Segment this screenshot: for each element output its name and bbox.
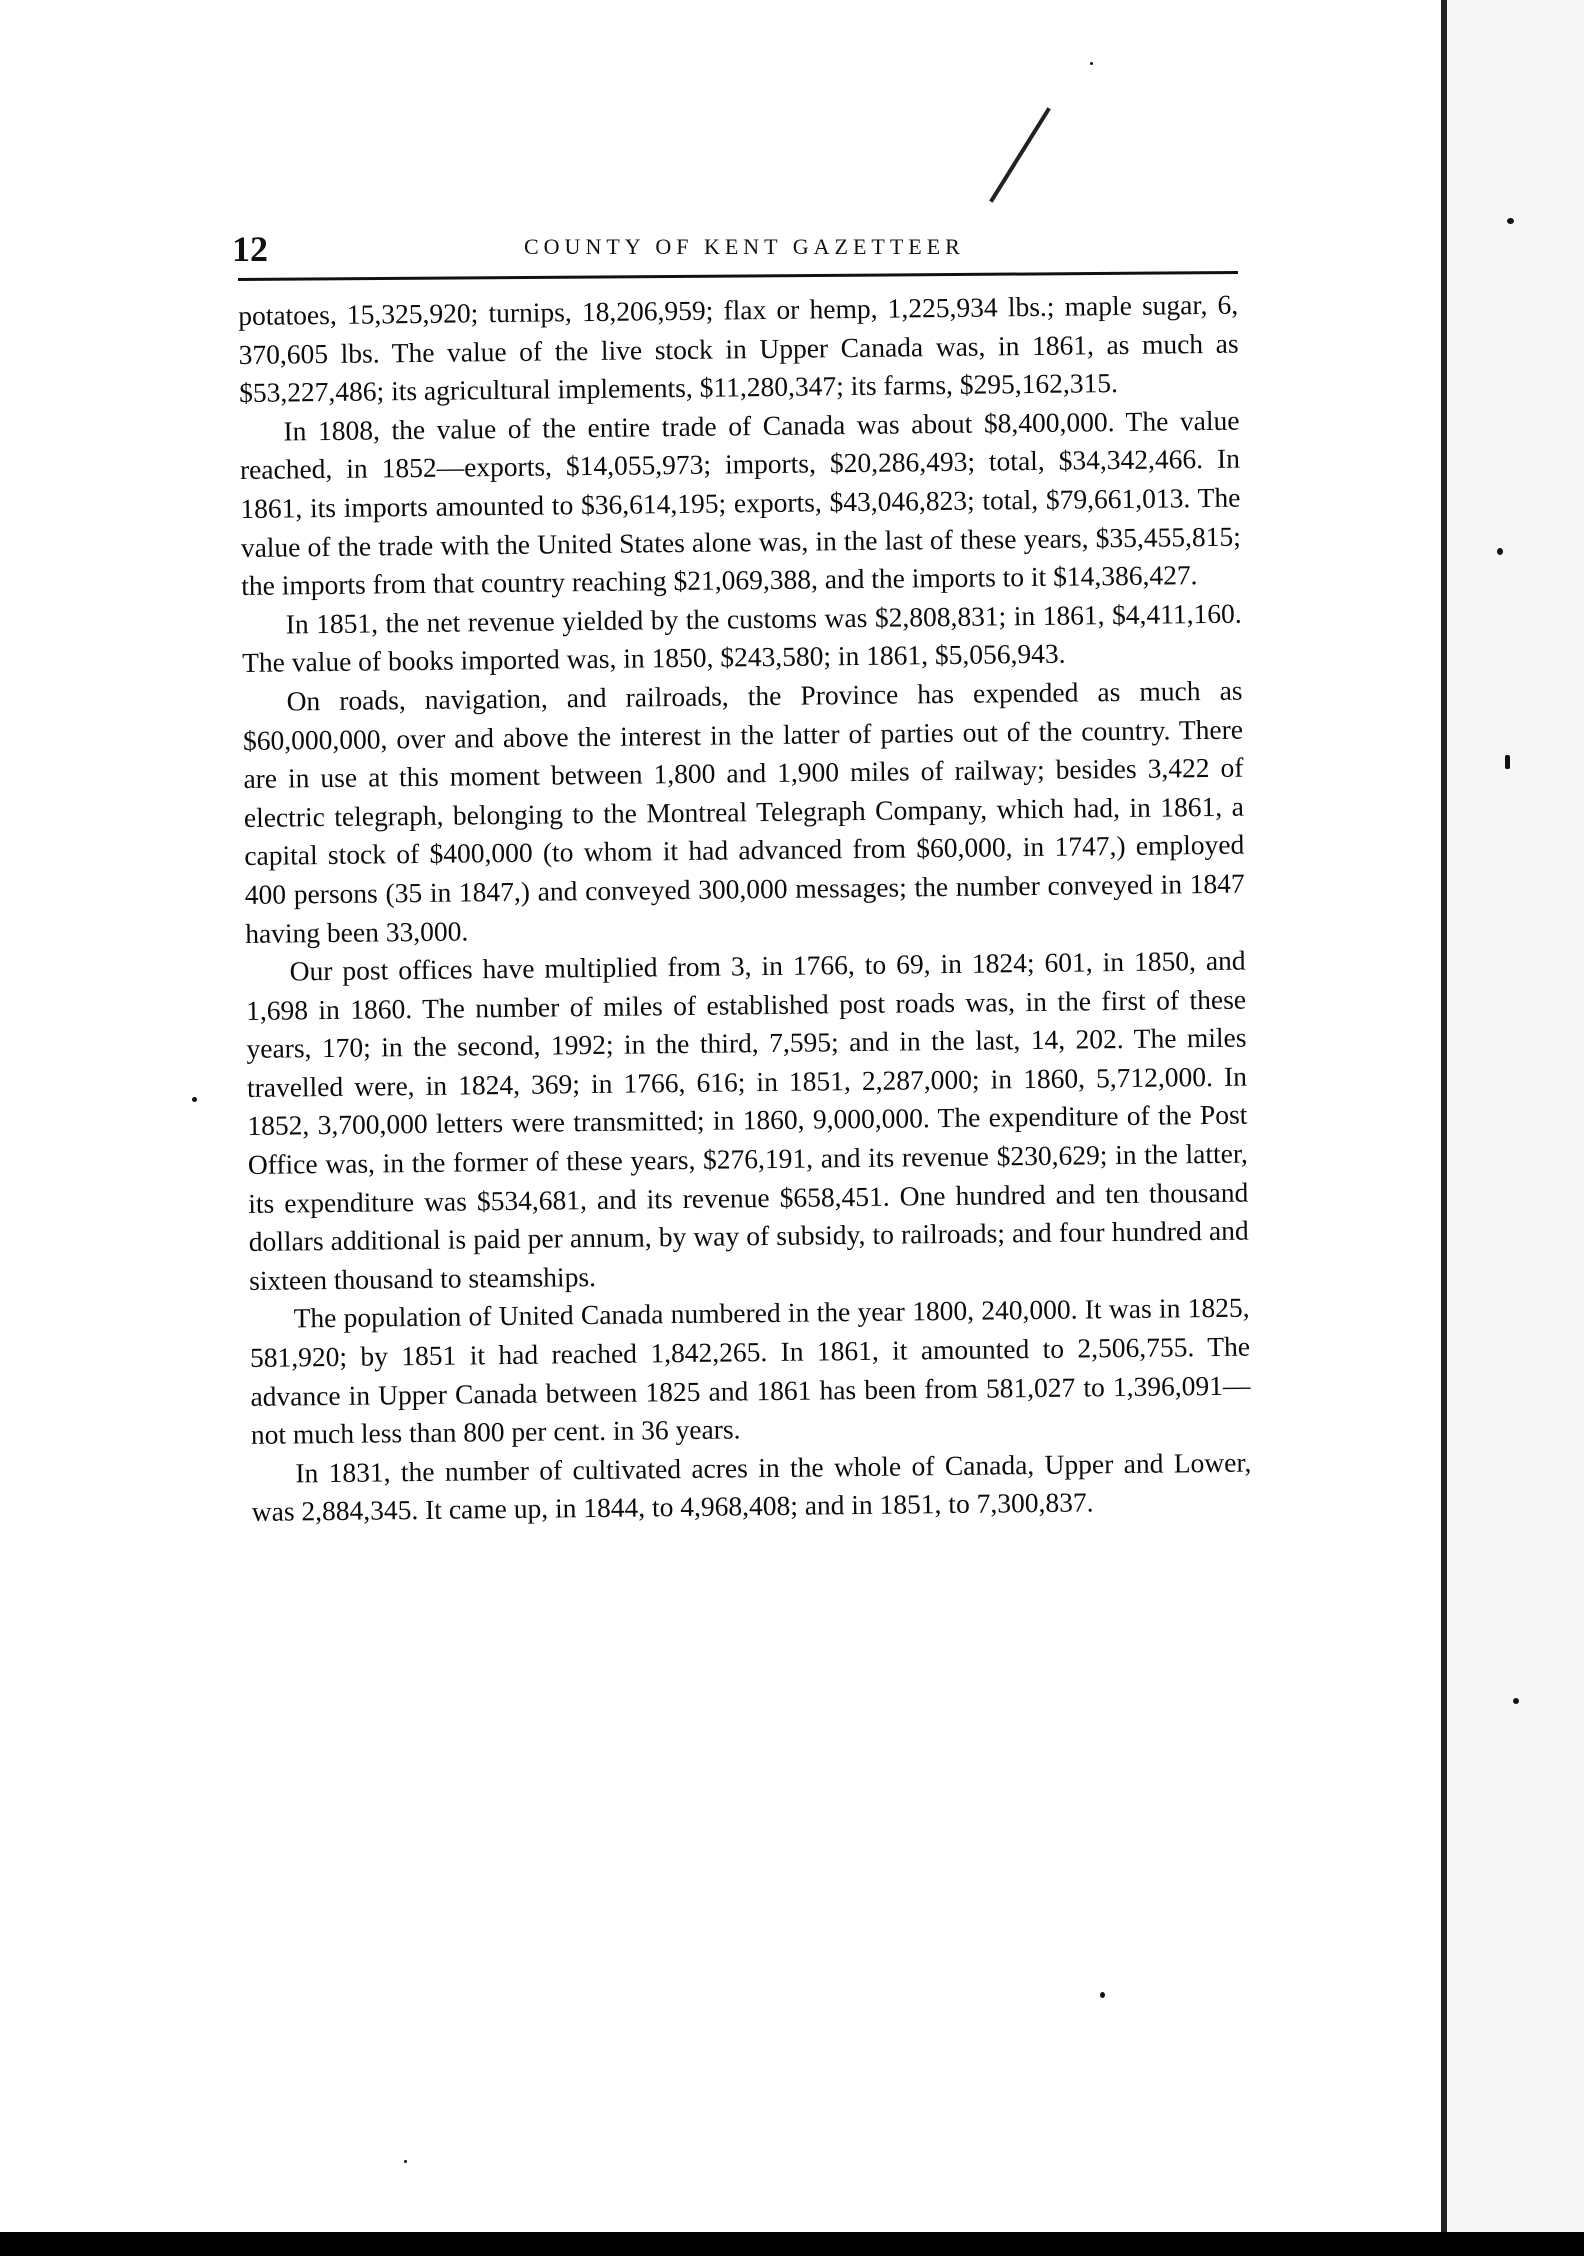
- scan-speck: [192, 1097, 197, 1102]
- paragraph-3: In 1851, the net revenue yielded by the customs was $2,808,831; in 1861, $4,411,160. The value of books imported was, in 1850, $243,580; in 1861, $5,056,943.: [241, 597, 1242, 679]
- paragraph-2: In 1808, the value of the entire trade of Canada was about $8,400,000. The value reached, in 1852—exports, $14,055,973; imports, $20,286,493; total, $34,342,466. In 1861, its imports amounted to $36,614,195; exports, $43,046,823; total, $79,661,013. The value of the trade with the United States alone was, in the last of these years, $35,455,815; the imports from that country reaching $21,069,388, and the imports to it $14,386,427.: [239, 404, 1241, 602]
- paragraph-1: potatoes, 15,325,920; turnips, 18,206,959; flax or hemp, 1,225,934 lbs.; maple sugar, 6, 370,605 lbs. The value of the live stock in Upper Canada was, in 1861, as much as $53,227,486; its agricultural implements, $11,280,347; its farms, $295,162,315.: [238, 288, 1239, 409]
- scan-speck: [1100, 1992, 1105, 1998]
- scan-speck: [404, 2160, 407, 2163]
- paragraph-7: In 1831, the number of cultivated acres in the whole of Canada, Upper and Lower, was 2,884,345. It came up, in 1844, to 4,968,408; and in 1851, to 7,300,837.: [251, 1446, 1252, 1528]
- right-margin: [1447, 0, 1584, 2256]
- scan-bottom-edge: [0, 2232, 1584, 2256]
- scan-speck: [1507, 218, 1514, 224]
- paragraph-5: Our post offices have multiplied from 3, in 1766, to 69, in 1824; 601, in 1850, and 1,698 in 1860. The number of miles of established post roads was, in the first of these years, 170; in the second, 1992; in the third, 7,595; and in the last, 14, 202. The miles travelled were, in 1824, 369; in 1766, 616; in 1851, 2,287,000; in 1860, 5,712,000. In 1852, 3,700,000 letters were transmitted; in 1860, 9,000,000. The expenditure of the Post Office was, in the former of these years, $276,191, and its revenue $230,629; in the latter, its expenditure was $534,681, and its revenue $658,451. One hundred and ten thousand dollars additional is paid per annum, by way of subsidy, to railroads; and four hundred and sixteen thousand to steamships.: [245, 944, 1249, 1296]
- scan-speck: [1497, 548, 1503, 555]
- scan-speck: [1513, 1698, 1519, 1704]
- header-rule: [238, 271, 1238, 281]
- paragraph-4: On roads, navigation, and railroads, the Province has expended as much as $60,000,000, over and above the interest in the latter of parties out of the country. There are in use at this moment between 1,800 and 1,900 miles of railway; besides 3,422 of electric telegraph, belonging to the Montreal Telegraph Company, which had, in 1861, a capital stock of $400,000 (to whom it had advanced from $60,000, in 1747,) employed 400 persons (35 in 1847,) and conveyed 300,000 messages; the number conveyed in 1847 having been 33,000.: [242, 674, 1245, 949]
- pen-mark: [989, 107, 1051, 202]
- running-title: COUNTY OF KENT GAZETTEER: [524, 234, 965, 259]
- page-header: [232, 228, 1232, 268]
- page-number: 12: [232, 229, 268, 269]
- paragraph-6: The population of United Canada numbered in the year 1800, 240,000. It was in 1825, 581,920; by 1851 it had reached 1,842,265. In 1861, it amounted to 2,506,755. The advance in Upper Canada between 1825 and 1861 has been from 581,027 to 1,396,091—not much less than 800 per cent. in 36 years.: [249, 1292, 1251, 1451]
- body-text: [238, 286, 1252, 1532]
- scan-speck: [1090, 62, 1093, 65]
- scan-speck: [1505, 755, 1510, 769]
